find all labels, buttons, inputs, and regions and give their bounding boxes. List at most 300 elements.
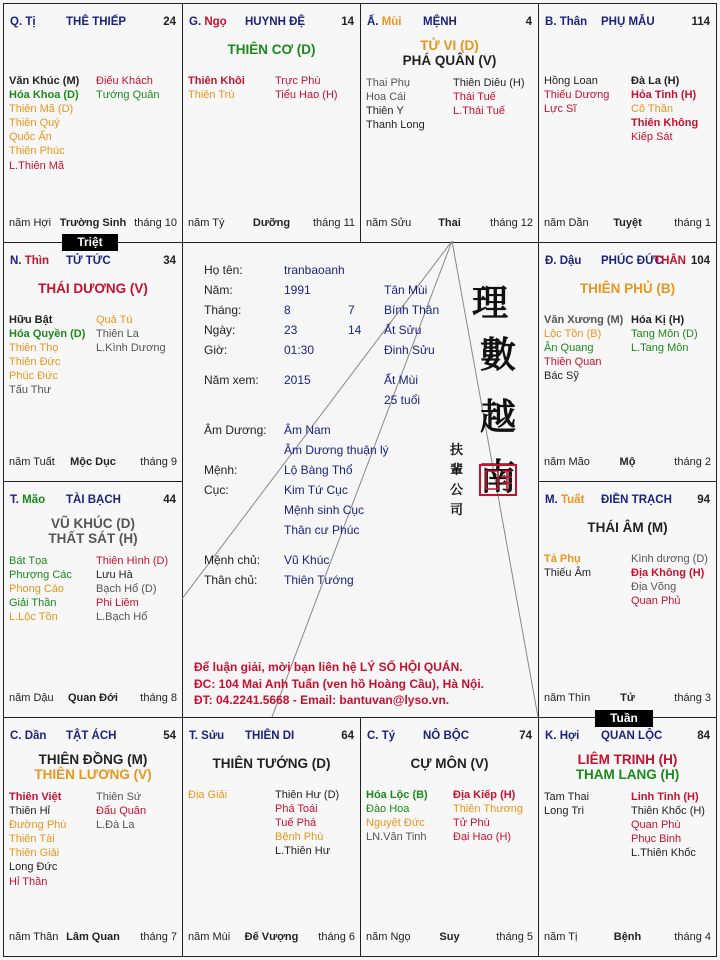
minor-star: Địa Không (H) bbox=[631, 567, 705, 580]
minor-star: Phượng Các bbox=[9, 569, 72, 582]
palace-life-stage: Lâm Quan bbox=[66, 931, 120, 943]
palace-tuat bbox=[538, 481, 717, 718]
minor-star: L.Thái Tuế bbox=[453, 105, 505, 118]
palace-life-stage: Mộ bbox=[619, 456, 636, 468]
calligraphy-small: 公 bbox=[450, 483, 464, 498]
minor-star: Thiên Thọ bbox=[9, 342, 59, 355]
palace-header bbox=[367, 730, 532, 746]
minor-stars-right bbox=[453, 76, 537, 118]
palace-house-name: ĐIỀN TRẠCH bbox=[601, 494, 672, 506]
palace-life-stage: Dưỡng bbox=[252, 217, 291, 229]
palace-footer bbox=[188, 931, 355, 944]
value-thang-can: Bính Thân bbox=[384, 303, 440, 317]
minor-star: Hồng Loan bbox=[544, 75, 598, 87]
minor-star: Hoa Cái bbox=[366, 91, 406, 104]
minor-star: Thiên Diêu (H) bbox=[453, 77, 525, 89]
calligraphy-char: 越 bbox=[480, 396, 517, 438]
palace-than bbox=[538, 3, 717, 243]
palace-header bbox=[367, 16, 532, 32]
minor-star: Thiên Hư (D) bbox=[275, 789, 340, 801]
value-thang-duong: 8 bbox=[284, 303, 291, 317]
minor-star: Quan Phù bbox=[631, 819, 681, 832]
calligraphy-small: 扶 bbox=[450, 443, 464, 458]
minor-star: Quả Tú bbox=[96, 314, 133, 326]
palace-branch bbox=[367, 730, 395, 742]
contact-address: ĐC: 104 Mai Anh Tuấn (ven hồ Hoàng Cầu), Hà Nội. bbox=[194, 677, 485, 691]
minor-star: Thiên La bbox=[96, 328, 139, 341]
minor-stars-left bbox=[9, 790, 93, 889]
label-cuc: Cục: bbox=[204, 483, 229, 497]
value-than-chu: Thiên Tướng bbox=[284, 573, 354, 587]
palace-year: năm Thìn bbox=[544, 692, 591, 704]
palace-branch bbox=[189, 730, 224, 742]
palace-dan bbox=[3, 717, 183, 957]
palace-header bbox=[545, 494, 710, 510]
palace-number: 94 bbox=[697, 494, 710, 506]
label-gio: Giờ: bbox=[204, 343, 228, 357]
triet-tag: Triệt bbox=[62, 234, 118, 251]
palace-hoi bbox=[538, 717, 717, 957]
minor-star: Bạch Hổ (D) bbox=[96, 583, 157, 596]
label-ngay: Ngày: bbox=[204, 323, 236, 337]
palace-branch bbox=[10, 730, 46, 742]
value-nam-xem-can: Ất Mùi bbox=[384, 373, 419, 387]
palace-house-name: THÊ THIẾP bbox=[66, 16, 127, 28]
contact-phone-email: ĐT: 04.2241.5668 - Email: bantuvan@lyso.vn. bbox=[194, 693, 450, 707]
palace-year: năm Sửu bbox=[366, 217, 412, 229]
minor-star: Thiên Việt bbox=[9, 791, 62, 803]
palace-month: tháng 10 bbox=[134, 217, 177, 229]
palace-month: tháng 7 bbox=[140, 931, 177, 943]
minor-star: Thiên Tài bbox=[9, 833, 55, 846]
palace-year: năm Thân bbox=[9, 931, 59, 943]
palace-header bbox=[10, 494, 176, 510]
palace-branch-name: Sửu bbox=[201, 730, 225, 742]
palace-stem: B. bbox=[545, 16, 557, 28]
center-info-panel bbox=[182, 241, 538, 717]
palace-number: 104 bbox=[690, 255, 710, 267]
minor-star: Thiên Khốc (H) bbox=[631, 805, 705, 818]
value-am-duong-ly: Âm Dương thuận lý bbox=[284, 443, 389, 457]
palace-thin bbox=[3, 242, 183, 482]
minor-star: Tam Thai bbox=[544, 791, 590, 803]
palace-stem: N. bbox=[10, 255, 22, 267]
palace-branch bbox=[10, 16, 36, 28]
palace-footer bbox=[544, 931, 711, 944]
calligraphy-char: 南 bbox=[480, 456, 517, 498]
palace-branch-name: Tị bbox=[25, 16, 36, 28]
palace-year: năm Mùi bbox=[188, 931, 231, 943]
palace-number: 74 bbox=[519, 730, 532, 742]
palace-header bbox=[189, 16, 354, 32]
palace-branch-name: Tuất bbox=[560, 494, 585, 506]
palace-footer bbox=[544, 217, 711, 230]
minor-star: Cô Thần bbox=[631, 103, 673, 116]
palace-stem: T. bbox=[10, 494, 19, 506]
palace-footer bbox=[366, 931, 533, 944]
minor-star: Đào Hoa bbox=[366, 803, 410, 816]
palace-branch-name: Mão bbox=[22, 494, 46, 506]
value-than-cu: Thân cư Phúc bbox=[284, 523, 360, 537]
minor-star: Đại Hao (H) bbox=[453, 831, 512, 844]
minor-star: Bát Tọa bbox=[9, 555, 48, 567]
palace-ti bbox=[3, 3, 183, 243]
minor-star: Phi Liêm bbox=[96, 597, 139, 610]
palace-stem: C. bbox=[10, 730, 22, 742]
value-cuc: Kim Tứ Cục bbox=[284, 483, 348, 497]
minor-stars-right bbox=[96, 74, 180, 102]
palace-stem: K. bbox=[545, 730, 557, 742]
minor-stars-left bbox=[9, 313, 93, 398]
minor-star: Kiếp Sát bbox=[631, 131, 673, 144]
value-ngay-duong: 23 bbox=[284, 323, 298, 337]
minor-star: Thiên Đức bbox=[9, 356, 61, 369]
palace-month: tháng 5 bbox=[496, 931, 533, 943]
palace-number: 44 bbox=[163, 494, 176, 506]
label-menh: Mệnh: bbox=[204, 463, 238, 477]
main-star: THIÊN ĐỒNG (M) bbox=[38, 752, 148, 767]
palace-branch-name: Thìn bbox=[24, 255, 49, 267]
minor-star: Đường Phù bbox=[9, 819, 67, 832]
palace-ngo bbox=[182, 3, 361, 243]
minor-star: Thiên Hình (D) bbox=[96, 555, 169, 567]
palace-number: 84 bbox=[697, 730, 710, 742]
minor-star: L.Thiên Hư bbox=[275, 845, 331, 858]
minor-star: Bác Sỹ bbox=[544, 370, 579, 383]
minor-star: Tả Phụ bbox=[544, 553, 581, 565]
minor-star: Thiên Phúc bbox=[9, 145, 65, 158]
minor-star: Hóa Khoa (D) bbox=[9, 89, 79, 102]
minor-stars-right bbox=[631, 552, 715, 608]
minor-star: L.Thiên Khốc bbox=[631, 847, 696, 860]
minor-star: Văn Xương (M) bbox=[544, 314, 624, 326]
minor-stars-right bbox=[96, 554, 180, 624]
palace-number: 64 bbox=[341, 730, 354, 742]
minor-star: L.Đà La bbox=[96, 819, 135, 832]
minor-star: Điếu Khách bbox=[96, 75, 153, 87]
minor-star: Tử Phù bbox=[453, 817, 490, 830]
palace-branch-name: Dần bbox=[24, 730, 47, 742]
minor-star: Bệnh Phù bbox=[275, 831, 324, 844]
value-thang-am: 7 bbox=[348, 303, 355, 317]
palace-branch bbox=[545, 255, 581, 267]
palace-header bbox=[10, 16, 176, 32]
palace-house-name: PHÚC ĐỨC bbox=[601, 255, 663, 267]
palace-branch-name: Dậu bbox=[559, 255, 582, 267]
palace-month: tháng 11 bbox=[312, 217, 355, 229]
value-nam-can: Tân Mùi bbox=[384, 283, 428, 297]
value-nam: 1991 bbox=[284, 283, 311, 297]
minor-star: Thiên Không bbox=[631, 117, 699, 130]
value-gio-can: Đinh Sửu bbox=[384, 343, 435, 357]
palace-header bbox=[189, 730, 354, 746]
main-star: THẤT SÁT (H) bbox=[48, 531, 138, 546]
palace-house-name: TỬ TỨC bbox=[66, 255, 111, 267]
main-star: THIÊN PHỦ (B) bbox=[579, 281, 676, 296]
palace-branch-name: Hợi bbox=[559, 730, 580, 742]
palace-life-stage: Thai bbox=[438, 217, 461, 229]
main-star: CỰ MÔN (V) bbox=[410, 756, 489, 771]
label-thang: Tháng: bbox=[204, 303, 242, 317]
minor-star: Địa Giải bbox=[188, 789, 228, 801]
palace-branch-name: Tý bbox=[381, 730, 396, 742]
minor-star: Tuế Phá bbox=[275, 817, 317, 830]
minor-star: Hữu Bật bbox=[9, 314, 53, 326]
palace-life-stage: Bệnh bbox=[613, 931, 642, 943]
palace-month: tháng 12 bbox=[490, 217, 533, 229]
palace-house-name: TẬT ÁCH bbox=[66, 730, 117, 742]
palace-branch-name: Thân bbox=[559, 16, 588, 28]
minor-stars-right bbox=[275, 74, 359, 102]
minor-stars-left bbox=[544, 74, 628, 116]
minor-star: Hóa Lộc (B) bbox=[366, 789, 428, 801]
calligraphy-char: 理 bbox=[472, 282, 509, 324]
minor-star: Phong Cáo bbox=[9, 583, 65, 596]
palace-month: tháng 4 bbox=[674, 931, 711, 943]
palace-number: 4 bbox=[525, 16, 532, 28]
palace-house-name: NÔ BỘC bbox=[423, 730, 469, 742]
palace-header bbox=[545, 730, 710, 746]
minor-star: Long Đức bbox=[9, 861, 58, 874]
palace-life-stage: Trường Sinh bbox=[59, 217, 127, 229]
minor-star: Tấu Thư bbox=[9, 384, 52, 397]
palace-stem: Ấ. bbox=[367, 16, 379, 28]
palace-number: 14 bbox=[341, 16, 354, 28]
minor-star: Văn Khúc (M) bbox=[9, 75, 80, 87]
minor-star: L.Kình Dương bbox=[96, 342, 166, 355]
minor-star: Đà La (H) bbox=[631, 75, 680, 87]
minor-star: Quan Phủ bbox=[631, 595, 681, 608]
palace-footer bbox=[9, 692, 177, 705]
palace-year: năm Tý bbox=[188, 217, 225, 229]
main-star: LIÊM TRINH (H) bbox=[577, 752, 678, 767]
minor-star: Hỉ Thần bbox=[9, 875, 48, 888]
minor-star: Thiên Sứ bbox=[96, 791, 142, 803]
main-star: THIÊN TƯỚNG (D) bbox=[212, 756, 331, 771]
minor-stars-right bbox=[96, 790, 180, 832]
minor-star: Thiên Trù bbox=[188, 89, 235, 102]
palace-stem: T. bbox=[189, 730, 198, 742]
palace-footer bbox=[9, 217, 177, 230]
palace-life-stage: Quan Đới bbox=[68, 692, 118, 704]
label-ho-ten: Họ tên: bbox=[204, 263, 243, 277]
minor-stars-left bbox=[9, 74, 93, 173]
minor-star: Thiếu Dương bbox=[544, 89, 610, 102]
value-nam-xem: 2015 bbox=[284, 373, 311, 387]
minor-star: Thanh Long bbox=[366, 119, 425, 132]
palace-life-stage: Mộc Dục bbox=[70, 456, 116, 468]
minor-star: Thiên Quan bbox=[544, 356, 602, 369]
value-ngay-am: 14 bbox=[348, 323, 362, 337]
palace-month: tháng 1 bbox=[674, 217, 711, 229]
value-gio: 01:30 bbox=[284, 343, 315, 357]
palace-header bbox=[10, 255, 176, 271]
minor-stars-right bbox=[453, 788, 537, 844]
minor-star: Hỏa Tinh (H) bbox=[631, 89, 697, 102]
palace-footer bbox=[9, 456, 177, 469]
minor-star: Trực Phù bbox=[275, 75, 321, 87]
palace-header bbox=[545, 255, 710, 271]
minor-star: Thiên Khôi bbox=[188, 75, 245, 87]
minor-star: L.Bạch Hổ bbox=[96, 611, 148, 624]
palace-footer bbox=[544, 692, 711, 705]
minor-stars-right bbox=[631, 74, 715, 144]
value-cuc-sinh: Mệnh sinh Cục bbox=[284, 503, 365, 517]
minor-stars-left bbox=[188, 788, 272, 802]
label-than-chu: Thân chủ: bbox=[204, 573, 258, 587]
label-nam-xem: Năm xem: bbox=[204, 373, 259, 387]
minor-star: Phá Toái bbox=[275, 803, 318, 816]
palace-year: năm Dần bbox=[544, 217, 589, 229]
minor-star: L.Lộc Tồn bbox=[9, 611, 58, 624]
minor-star: Thiên Y bbox=[366, 105, 404, 118]
contact-line: Để luận giải, mời bạn liên hệ LÝ SỐ HỘI QUÁN. bbox=[194, 660, 463, 674]
label-am-duong: Âm Dương: bbox=[204, 423, 267, 437]
minor-star: Tướng Quân bbox=[96, 89, 160, 102]
minor-star: Kình dương (D) bbox=[631, 553, 708, 565]
minor-star: Long Trì bbox=[544, 805, 585, 818]
palace-month: tháng 6 bbox=[318, 931, 355, 943]
minor-star: Thiên Mã (D) bbox=[9, 103, 74, 116]
palace-branch-name: Mùi bbox=[381, 16, 402, 28]
palace-stem: C. bbox=[367, 730, 379, 742]
minor-star: Thai Phụ bbox=[366, 77, 411, 89]
palace-house-name: TÀI BẠCH bbox=[66, 494, 121, 506]
palace-number: 114 bbox=[691, 16, 710, 28]
minor-stars-left bbox=[544, 313, 628, 383]
minor-star: Lực Sĩ bbox=[544, 103, 577, 116]
palace-branch bbox=[545, 16, 587, 28]
minor-star: Địa Kiếp (H) bbox=[453, 789, 516, 801]
minor-stars-left bbox=[366, 788, 450, 844]
minor-stars-left bbox=[366, 76, 450, 132]
minor-star: Phúc Đức bbox=[9, 370, 58, 383]
minor-star: Lưu Hà bbox=[96, 569, 133, 582]
palace-year: năm Dậu bbox=[9, 692, 54, 704]
label-nam: Năm: bbox=[204, 283, 233, 297]
calligraphy-small: 司 bbox=[450, 503, 464, 518]
minor-star: Nguyệt Đức bbox=[366, 817, 425, 830]
main-star: THÁI DƯƠNG (V) bbox=[38, 281, 148, 296]
palace-year: năm Hợi bbox=[9, 217, 52, 229]
minor-star: Phục Binh bbox=[631, 833, 682, 846]
minor-stars-left bbox=[9, 554, 93, 624]
palace-number: 24 bbox=[163, 16, 176, 28]
minor-star: Hóa Kị (H) bbox=[631, 314, 685, 326]
minor-stars-right bbox=[631, 790, 715, 860]
main-star: PHÁ QUÂN (V) bbox=[402, 53, 497, 68]
minor-star: L.Tang Môn bbox=[631, 342, 689, 355]
main-star: VŨ KHÚC (D) bbox=[51, 516, 135, 531]
palace-footer bbox=[366, 217, 533, 230]
palace-life-stage: Tuyệt bbox=[613, 217, 642, 229]
minor-star: Thiên Quý bbox=[9, 117, 60, 130]
palace-month: tháng 2 bbox=[674, 456, 711, 468]
value-menh-chu: Vũ Khúc bbox=[284, 553, 330, 567]
palace-month: tháng 8 bbox=[140, 692, 177, 704]
minor-star: Thiên Hỉ bbox=[9, 805, 50, 818]
minor-star: Ân Quang bbox=[544, 342, 594, 355]
palace-life-stage: Tử bbox=[620, 692, 635, 704]
palace-year: năm Tị bbox=[544, 931, 578, 943]
main-star: THÁI ÂM (M) bbox=[587, 520, 668, 535]
palace-dau bbox=[538, 242, 717, 482]
palace-header bbox=[545, 16, 710, 32]
minor-star: Quốc Ấn bbox=[9, 131, 52, 144]
palace-month: tháng 9 bbox=[140, 456, 177, 468]
minor-stars-left bbox=[544, 552, 628, 580]
minor-stars-left bbox=[188, 74, 272, 102]
minor-star: Linh Tinh (H) bbox=[631, 791, 699, 803]
palace-footer bbox=[544, 456, 711, 469]
palace-branch bbox=[545, 494, 584, 506]
palace-than-marker: THÂN bbox=[654, 255, 686, 267]
palace-footer bbox=[9, 931, 177, 944]
minor-stars-right bbox=[631, 313, 715, 355]
value-ho-ten: tranbaoanh bbox=[284, 263, 345, 277]
palace-footer bbox=[188, 217, 355, 230]
minor-star: Địa Võng bbox=[631, 581, 677, 594]
minor-star: Giải Thần bbox=[9, 597, 57, 610]
palace-stem: Đ. bbox=[545, 255, 557, 267]
value-menh: Lộ Bàng Thổ bbox=[284, 463, 353, 477]
palace-number: 34 bbox=[163, 255, 176, 267]
minor-star: Tang Môn (D) bbox=[631, 328, 698, 341]
palace-mui bbox=[360, 3, 539, 243]
palace-stem: Q. bbox=[10, 16, 23, 28]
minor-star: Thiên Giải bbox=[9, 847, 60, 860]
red-seal-stamp bbox=[478, 463, 518, 497]
palace-month: tháng 3 bbox=[674, 692, 711, 704]
palace-branch bbox=[10, 494, 45, 506]
minor-star: L.Thiên Mã bbox=[9, 159, 65, 172]
palace-header bbox=[10, 730, 176, 746]
minor-star: Đẩu Quân bbox=[96, 805, 147, 818]
minor-star: Tiểu Hao (H) bbox=[275, 89, 338, 102]
palace-branch bbox=[10, 255, 49, 267]
palace-year: năm Ngọ bbox=[366, 931, 411, 943]
label-menh-chu: Mệnh chủ: bbox=[204, 553, 261, 567]
tuan-tag: Tuần bbox=[595, 710, 653, 727]
minor-star: Thái Tuế bbox=[453, 91, 496, 104]
palace-year: năm Tuất bbox=[9, 456, 55, 468]
palace-life-stage: Đế Vượng bbox=[244, 931, 299, 943]
main-star: THIÊN CƠ (D) bbox=[227, 42, 316, 57]
palace-branch bbox=[367, 16, 402, 28]
palace-stem: G. bbox=[189, 16, 202, 28]
palace-ty bbox=[360, 717, 539, 957]
minor-star: Lộc Tồn (B) bbox=[544, 328, 602, 341]
main-star: THAM LANG (H) bbox=[575, 767, 680, 782]
calligraphy-small: 輩 bbox=[450, 463, 464, 478]
calligraphy-char: 數 bbox=[480, 334, 517, 376]
minor-star: Hóa Quyền (D) bbox=[9, 328, 86, 341]
value-ngay-can: Ất Sửu bbox=[384, 323, 422, 337]
palace-branch bbox=[545, 730, 579, 742]
palace-suu bbox=[182, 717, 361, 957]
palace-house-name: QUAN LỘC bbox=[601, 730, 663, 742]
minor-stars-right bbox=[96, 313, 180, 355]
value-am-duong: Âm Nam bbox=[284, 423, 331, 437]
palace-branch-name: Ngọ bbox=[204, 16, 227, 28]
minor-star: Thiếu Âm bbox=[544, 567, 592, 580]
minor-star: LN.Văn Tinh bbox=[366, 831, 427, 844]
palace-mao bbox=[3, 481, 183, 718]
palace-number: 54 bbox=[163, 730, 176, 742]
palace-house-name: PHỤ MẪU bbox=[601, 16, 655, 28]
palace-year: năm Mão bbox=[544, 456, 590, 468]
minor-star: Thiên Thương bbox=[453, 803, 524, 816]
